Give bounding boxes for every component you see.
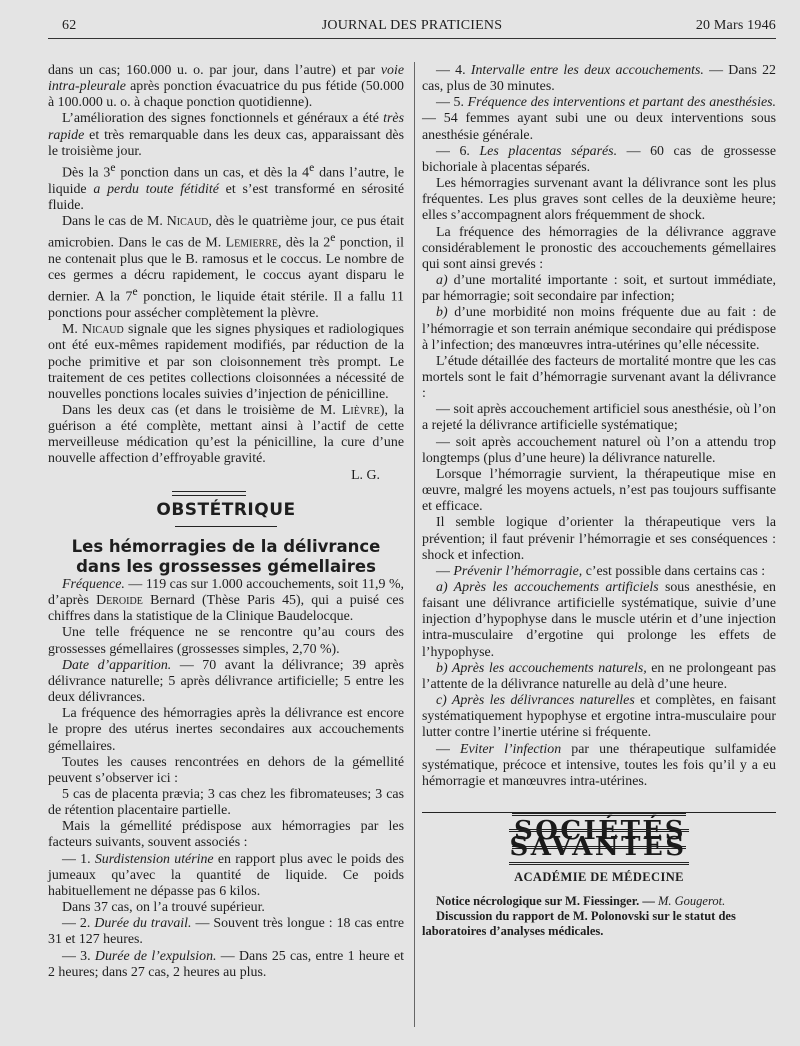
- paragraph: — Prévenir l’hémorragie, c’est possible dans certains cas :: [436, 563, 766, 579]
- paragraph: Fréquence. — 119 cas sur 1.000 accouchements, soit 11,9 %, d’après Deroide Bernard (Thèse Paris 45), qui a puisé ces chiffres dans la statistique de la Clinique Baudelocque.: [48, 576, 404, 625]
- paragraph: a) d’une mortalité importante : soit, et surtout immédiate, par hémorragie; soit secondaire par infection;: [422, 273, 776, 305]
- paragraph: — soit après accouchement naturel où l’on a attendu trop longtemps (plus d’une heure) la délivrance naturelle.: [422, 434, 776, 466]
- paragraph: M. Nicaud signale que les signes physiques et radiologiques ont été eux-mêmes rapidement modifiés, par réduction de la poche primitive et par son cloisonnement très prompt. Le traitement de ces petites collections cloisonnées a nécessité de nouvelles ponctions locales suivies d’injection de pénicilline.: [48, 322, 404, 402]
- paragraph: a) Après les accouchements artificiels sous anesthésie, en faisant une délivrance artificielle systématique, suivie d’une injection d’hypophyse dans le muscle utérin et d’une injection intra-musculaire d’ergotine qui prolonge les effets de l’hypophyse.: [422, 580, 776, 660]
- paragraph: Dans 37 cas, on l’a trouvé supérieur.: [62, 900, 265, 916]
- journal-title: JOURNAL DES PRATICIENS: [321, 18, 503, 33]
- paragraph: Date d’apparition. — 70 avant la délivrance; 39 après délivrance naturelle; 5 après délivrance artificielle; 5 entre les deux délivrances.: [48, 657, 404, 706]
- notice-line: Notice nécrologique sur M. Fiessinger. — M. Gougerot.: [436, 893, 726, 908]
- paragraph: — soit après accouchement artificiel sous anesthésie, où l’on a rejeté la délivrance artificielle systématique;: [422, 402, 776, 434]
- paragraph: b) d’une morbidité non moins fréquente due au fait : de l’hémorragie et son terrain anémique secondaire qui prédispose à l’infection; des manœuvres intra-utérines qu’elle nécessite.: [422, 305, 776, 353]
- paragraph: La fréquence des hémorragies après la délivrance est encore le propre des utérus inertes secondaires aux accouchements gémellaires.: [48, 706, 404, 754]
- paragraph: — 1. Surdistension utérine en rapport plus avec le poids des jumeaux qu’avec la quantité de liquide. Ce poids habituellement ne dépasse pas 6 kilos.: [48, 851, 404, 899]
- column-divider: [414, 62, 415, 1027]
- paragraph: b) Après les accouchements naturels, en ne prolongeant pas l’attente de la délivrance naturelle au delà d’une heure.: [422, 660, 776, 692]
- article-title: Les hémorragies de la délivrance dans les grossesses gémellaires: [71, 536, 381, 576]
- paragraph: Dans les deux cas (et dans le troisième de M. Lièvre), la guérison a été complète, mettant ainsi à l’actif de cette merveilleuse médication qu’est la pénicilline, la cure d’une nouvelle affection d’effroyable gravité.: [48, 403, 404, 467]
- paragraph: L’étude détaillée des facteurs de mortalité montre que les cas mortels sont le fait d’hémorragie survenant avant la délivrance :: [422, 353, 776, 402]
- author-signature: L. G.: [351, 467, 380, 483]
- paragraph: Dans le cas de M. Nicaud, dès le quatrième jour, ce pus était amicrobien. Dans le cas de M. Lemierre, dès la 2e ponction, il ne contenait plus que le B. ramosus et le coccus. Le nombre de ces germes a décru rapidement, le coccus ayant disparu le dernier. A la 7e ponction, le liquide était stérile. Il a fallu 11 ponctions pour assécher complètement la plèvre.: [48, 214, 405, 322]
- paragraph: — 2. Durée du travail. — Souvent très longue : 18 cas entre 31 et 127 heures.: [48, 916, 405, 948]
- paragraph: — 5. Fréquence des interventions et partant des anesthésies. — 54 femmes ayant subi une ou deux interventions sous anesthésie générale.: [422, 95, 776, 143]
- paragraph: Les hémorragies survenant avant la délivrance sont les plus fréquentes. Les plus graves sont celles de la deuxième heure; elles s’accompagnent alors fréquemment de shock.: [422, 176, 776, 224]
- paragraph: Mais la gémellité prédispose aux hémorragies par les facteurs suivants, souvent associés :: [48, 819, 404, 851]
- page-number: 62: [62, 18, 77, 33]
- paragraph: La fréquence des hémorragies de la délivrance aggrave considérablement le pronostic des accouchements gémellaires qui sont ainsi grevés :: [422, 224, 776, 272]
- societes-savantes-heading: SOCIÉTÉS SAVANTES: [422, 823, 776, 855]
- paragraph: Dès la 3e ponction dans un cas, et dès la 4e dans l’autre, le liquide a perdu toute fétidité et s’est transformé en sérosité fluide.: [48, 160, 405, 213]
- paragraph: c) Après les délivrances naturelles et complètes, en faisant systématiquement hypophyse et ergotine intra-musculaire pour lutter contre l’inertie utérine si fréquente.: [422, 693, 776, 741]
- paragraph: Lorsque l’hémorragie survient, la thérapeutique mise en œuvre, malgré les moyens actuels, n’est pas toujours suffisante et efficace.: [422, 466, 776, 515]
- paragraph: — Eviter l’infection par une thérapeutique sulfamidée systématique, précoce et intensive, toutes les fois qu’il y a eu hémorragie et manœuvres intra-utérines.: [422, 741, 776, 789]
- paragraph: Toutes les causes rencontrées en dehors de la gémellité peuvent s’observer ici :: [48, 754, 404, 786]
- paragraph: 5 cas de placenta prævia; 3 cas chez les fibromateuses; 3 cas de rétention placentaire partielle.: [48, 786, 404, 819]
- right-column: [422, 63, 776, 939]
- paragraph: Il semble logique d’orienter la thérapeutique vers la prévention; il faut prévenir l’hémorragie et ses conséquences : shock et infection.: [422, 515, 776, 563]
- page-header: [48, 16, 776, 39]
- paragraph: — 3. Durée de l’expulsion. — Dans 25 cas, entre 1 heure et 2 heures; dans 27 cas, 2 heures au plus.: [48, 948, 404, 980]
- paragraph: dans un cas; 160.000 u. o. par jour, dans l’autre) et par voie intra-pleurale après ponction évacuatrice du pus fétide (50.000 à 100.000 u. o. à chaque ponction quotidienne).: [48, 63, 404, 111]
- left-column: [48, 63, 404, 981]
- discussion-line: Discussion du rapport de M. Polonovski sur le statut des laboratoires d’analyses médicales.: [422, 908, 736, 938]
- section-heading: OBSTÉTRIQUE: [156, 499, 296, 520]
- paragraph: — 4. Intervalle entre les deux accouchements. — Dans 22 cas, plus de 30 minutes.: [422, 63, 777, 95]
- section-rule: [175, 526, 277, 527]
- paragraph: Une telle fréquence ne se rencontre qu’au cours des grossesses gémellaires (grossesses simples, 2,70 %).: [48, 625, 404, 657]
- paragraph: L’amélioration des signes fonctionnels et généraux a été très rapide et très remarquable dans les deux cas, apparaissant dès le troisième jour.: [48, 111, 404, 159]
- issue-date: 20 Mars 1946: [695, 18, 776, 33]
- section-double-rule: [172, 491, 246, 496]
- paragraph: — 6. Les placentas séparés. — 60 cas de grossesse bichoriale à placentas séparés.: [422, 143, 776, 175]
- academie-heading: ACADÉMIE DE MÉDECINE: [514, 870, 684, 885]
